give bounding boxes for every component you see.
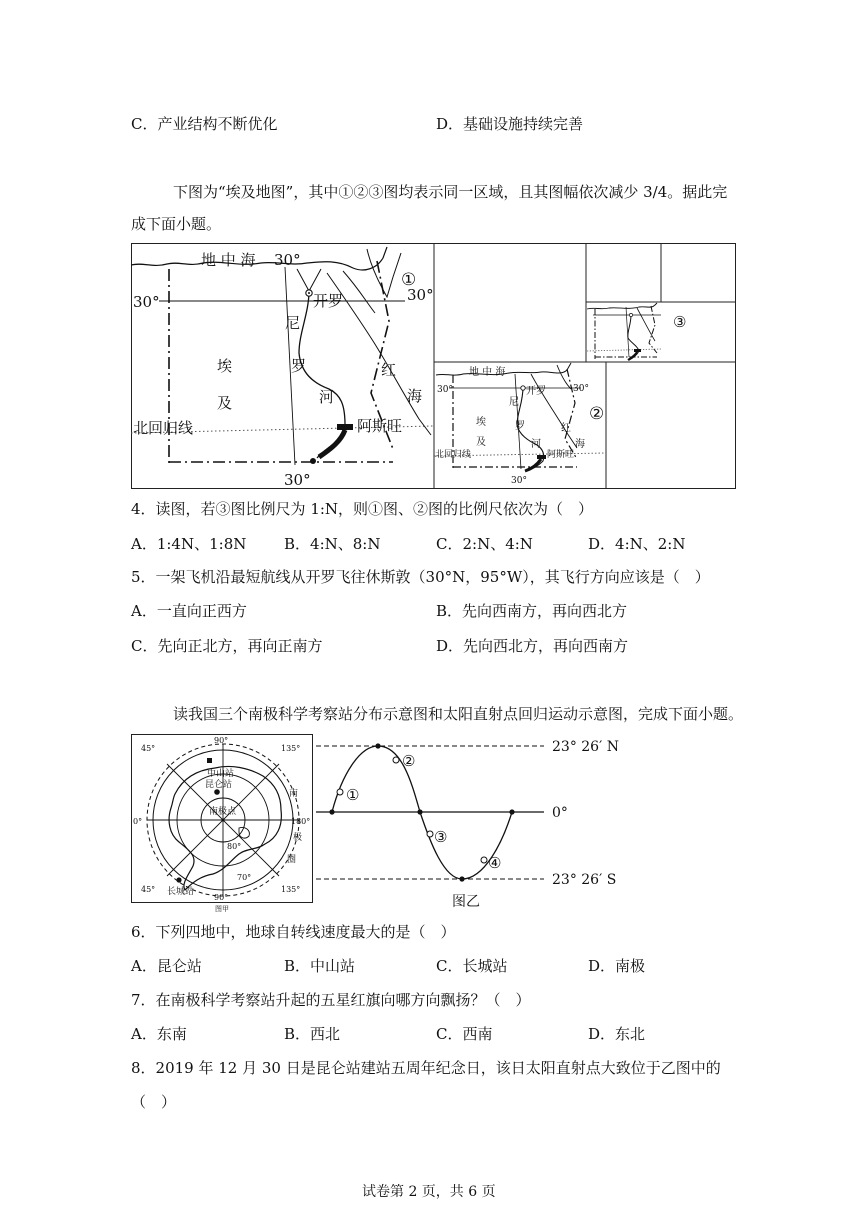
figa-zhongshan: 中山站 bbox=[207, 769, 235, 779]
figa-changcheng: 长城站 bbox=[167, 887, 195, 897]
map2-aswan-label: 阿斯旺 bbox=[547, 450, 575, 460]
figb-point-3: ③ bbox=[434, 828, 448, 846]
q3-option-c: C．产业结构不断优化 bbox=[131, 115, 278, 133]
q6-option-d: D．南极 bbox=[588, 957, 646, 975]
q6-option-a: A．昆仑站 bbox=[131, 957, 202, 975]
figb-point-2: ② bbox=[402, 752, 416, 770]
q8-stem-line-2: （ ） bbox=[131, 1093, 177, 1111]
map-2 bbox=[434, 363, 605, 486]
egypt-intro-line-2: 成下面小题。 bbox=[131, 215, 222, 233]
map1-redsea-2: 海 bbox=[407, 387, 423, 405]
q3-option-d: D．基础设施持续完善 bbox=[436, 115, 584, 133]
figa-45-topleft: 45° bbox=[141, 744, 156, 753]
figb-caption: 图乙 bbox=[452, 894, 480, 910]
map1-aswan-label: 阿斯旺 bbox=[357, 417, 403, 435]
map1-cairo-label: 开罗 bbox=[313, 292, 344, 310]
q5-option-b: B．先向西南方，再向西北方 bbox=[436, 602, 628, 620]
map-3 bbox=[587, 303, 686, 360]
map1-egypt-2: 及 bbox=[217, 394, 233, 412]
map1-nile-3: 河 bbox=[319, 388, 335, 406]
map2-redsea-2: 海 bbox=[575, 439, 585, 450]
q5-option-c: C．先向正北方，再向正南方 bbox=[131, 637, 323, 655]
q5-option-a: A．一直向正西方 bbox=[131, 602, 247, 620]
figa-caption: 图甲 bbox=[215, 905, 229, 913]
figb-point-4: ④ bbox=[488, 854, 502, 872]
figa-90-bottom: 90° bbox=[214, 893, 229, 902]
figa-80: 80° bbox=[227, 842, 242, 851]
map2-redsea-1: 红 bbox=[561, 423, 571, 434]
figa-135-bottomright: 135° bbox=[281, 885, 301, 894]
sun-migration-figure bbox=[316, 734, 646, 914]
q4-option-b: B．4:N、8:N bbox=[284, 535, 381, 553]
map2-nile-3: 河 bbox=[531, 439, 541, 450]
figa-0: 0° bbox=[133, 817, 143, 826]
q5-stem: 5．一架飞机沿最短航线从开罗飞往休斯敦（30°N，95°W），其飞行方向应该是（ ） bbox=[131, 568, 710, 586]
antarctic-intro: 读我国三个南极科学考察站分布示意图和太阳直射点回归运动示意图，完成下面小题。 bbox=[173, 705, 744, 723]
q6-option-b: B．中山站 bbox=[284, 957, 356, 975]
q7-option-b: B．西北 bbox=[284, 1025, 341, 1043]
q4-stem: 4．读图，若③图比例尺为 1:N，则①图、②图的比例尺依次为（ ） bbox=[131, 500, 594, 518]
map1-30deg-bottom: 30° bbox=[284, 471, 311, 489]
antarctic-stations-figure bbox=[131, 734, 313, 914]
egypt-map-figure bbox=[131, 243, 737, 490]
q6-option-c: C．长城站 bbox=[436, 957, 508, 975]
q4-option-a: A．1:4N、1:8N bbox=[131, 535, 247, 553]
figb-equator-label: 0° bbox=[552, 805, 568, 821]
q4-option-d: D．4:N、2:N bbox=[588, 535, 686, 553]
map1-tropic-label: 北回归线 bbox=[133, 419, 194, 437]
figa-circle-3: 圈 bbox=[287, 855, 297, 865]
map2-nile-1: 尼 bbox=[509, 397, 519, 408]
figa-135-topright: 135° bbox=[281, 744, 301, 753]
figa-circle-1: 南 bbox=[289, 789, 299, 799]
q5-option-d: D．先向西北方，再向西南方 bbox=[436, 637, 629, 655]
figa-south-pole: 南极点 bbox=[209, 807, 237, 817]
map2-30deg-left: 30° bbox=[437, 385, 453, 395]
page-footer: 试卷第 2 页，共 6 页 bbox=[362, 1184, 496, 1200]
figb-south-label: 23° 26′ S bbox=[552, 872, 617, 888]
q4-option-c: C．2:N、4:N bbox=[436, 535, 533, 553]
map2-sea-label: 地 中 海 bbox=[469, 367, 506, 378]
figb-point-1: ① bbox=[346, 786, 360, 804]
map2-egypt-1: 埃 bbox=[476, 417, 486, 428]
map1-egypt-1: 埃 bbox=[217, 357, 233, 375]
map3-number: ③ bbox=[673, 313, 687, 331]
figa-45-bottomleft: 45° bbox=[141, 885, 156, 894]
map2-cairo-label: 开罗 bbox=[526, 386, 546, 397]
map2-30deg-bottom: 30° bbox=[511, 476, 527, 486]
q8-stem: 8．2019 年 12 月 30 日是昆仑站建站五周年纪念日，该日太阳直射点大致位于乙图中的 bbox=[131, 1059, 721, 1077]
map2-30deg-right: 30° bbox=[573, 384, 589, 394]
q7-option-d: D．东北 bbox=[588, 1025, 646, 1043]
map2-tropic-label: 北回归线 bbox=[435, 450, 472, 460]
q7-option-c: C．西南 bbox=[436, 1025, 493, 1043]
map1-30deg-top: 30° bbox=[274, 251, 301, 269]
map-1 bbox=[131, 247, 434, 489]
figa-90-top: 90° bbox=[214, 736, 229, 745]
egypt-intro-line-1: 下图为“埃及地图”，其中①②③图均表示同一区域，且其图幅依次减少 3/4。据此完 bbox=[173, 183, 728, 201]
map1-sea-label: 地 中 海 bbox=[201, 251, 256, 269]
figa-70: 70° bbox=[237, 873, 252, 882]
figa-180: 180° bbox=[291, 817, 311, 826]
map1-redsea-1: 红 bbox=[381, 361, 397, 379]
map1-30deg-right: 30° bbox=[407, 286, 434, 304]
map2-number: ② bbox=[589, 404, 605, 424]
figa-circle-2: 极 bbox=[293, 833, 303, 843]
figa-kunlun: 昆仑站 bbox=[205, 780, 233, 790]
map2-nile-2: 罗 bbox=[515, 421, 525, 432]
map1-30deg-left: 30° bbox=[133, 293, 160, 311]
map1-nile-2: 罗 bbox=[291, 357, 307, 375]
map2-egypt-2: 及 bbox=[476, 437, 486, 448]
q6-stem: 6．下列四地中，地球自转线速度最大的是（ ） bbox=[131, 923, 456, 941]
q7-option-a: A．东南 bbox=[131, 1025, 187, 1043]
map1-nile-1: 尼 bbox=[285, 314, 301, 332]
map1-number: ① bbox=[401, 270, 417, 290]
q7-stem: 7．在南极科学考察站升起的五星红旗向哪方向飘扬？（ ） bbox=[131, 991, 531, 1009]
figb-north-label: 23° 26′ N bbox=[552, 739, 619, 755]
